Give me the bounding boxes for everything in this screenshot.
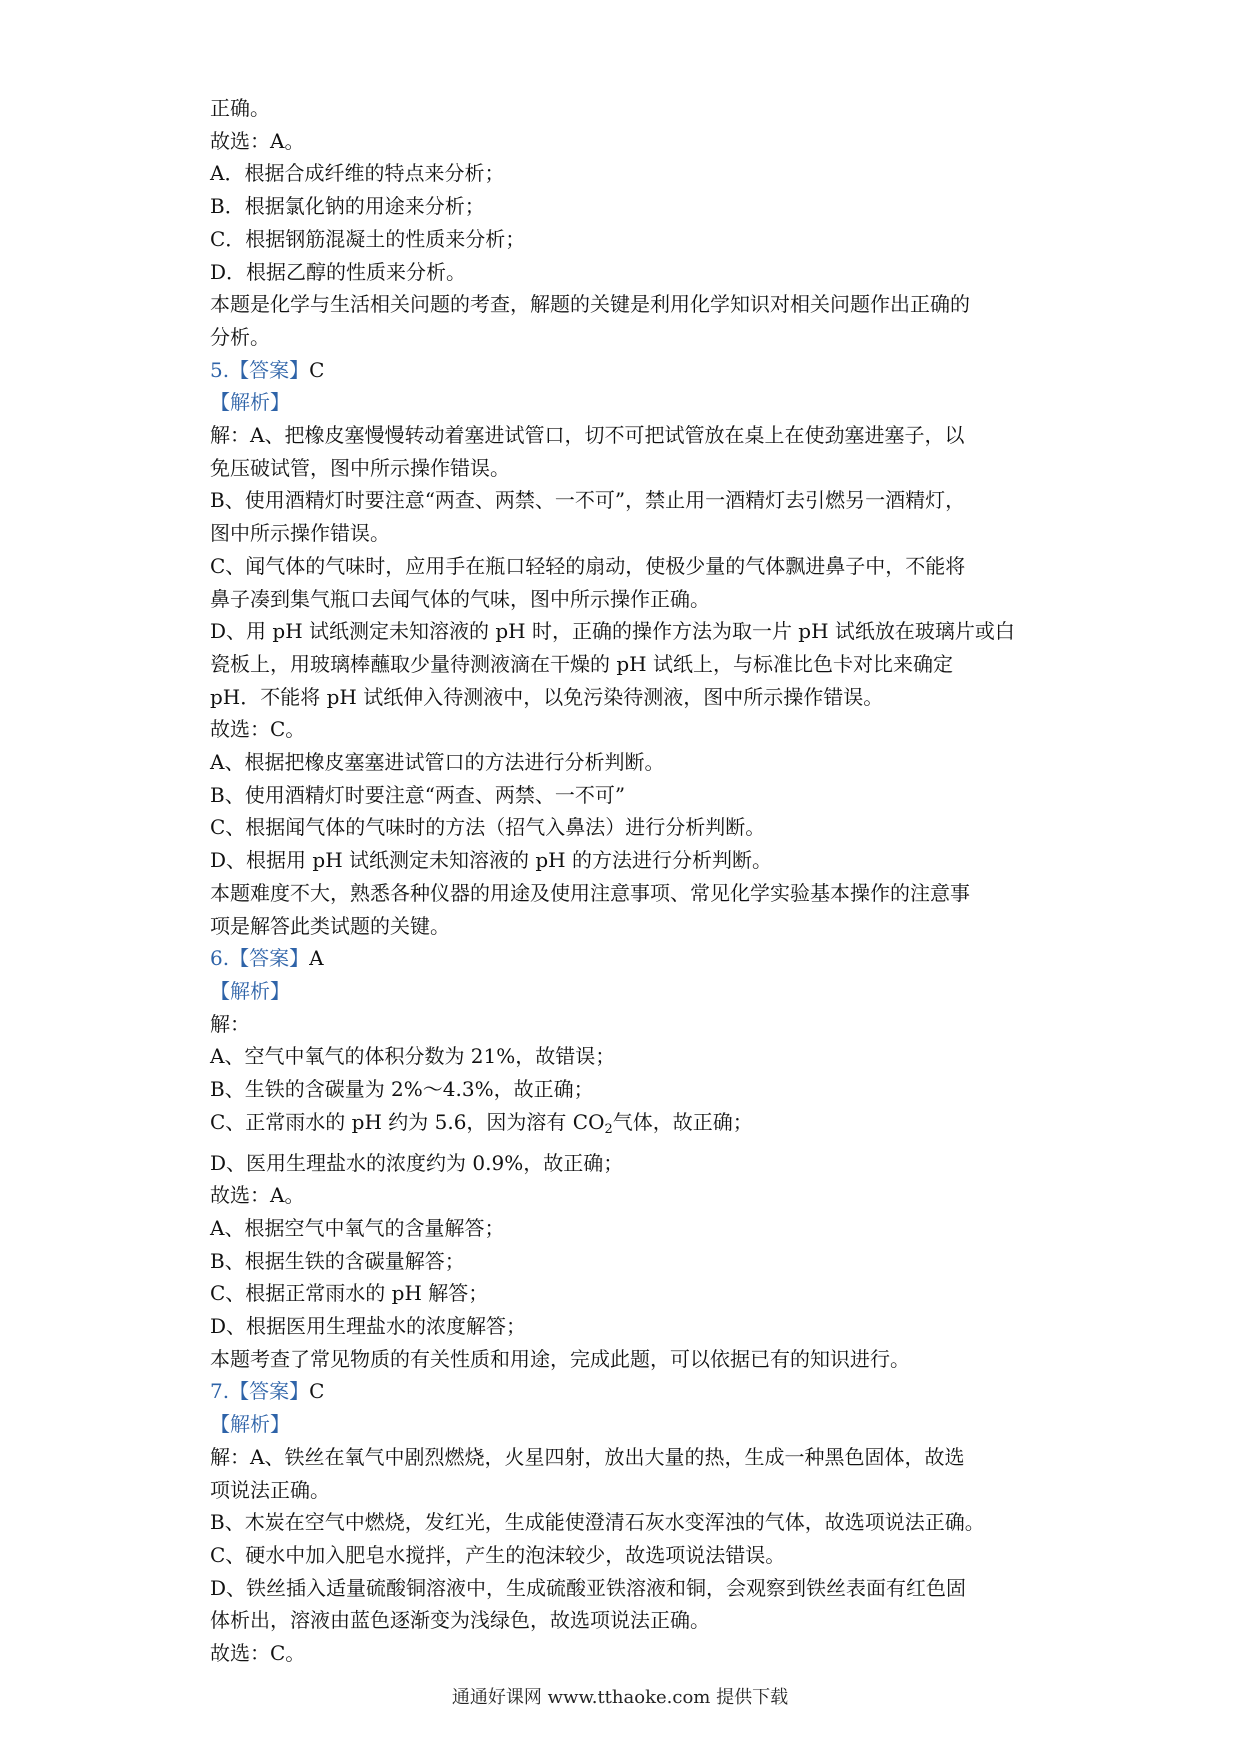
text-line: B、木炭在空气中燃烧，发红光，生成能使澄清石灰水变浑浊的气体，故选项说法正确。: [210, 1510, 985, 1535]
analysis-heading: 【解析】: [210, 1412, 290, 1437]
text-line: 瓷板上，用玻璃棒蘸取少量待测液滴在干燥的 pH 试纸上，与标准比色卡对比来确定: [210, 651, 953, 676]
answer-line: [210, 1375, 1040, 1408]
text-line: B、根据生铁的含碳量解答；: [210, 1248, 465, 1273]
text-line: D、用 pH 试纸测定未知溶液的 pH 时，正确的操作方法为取一片 pH 试纸放在玻璃片或白: [210, 619, 1015, 644]
answer-value: A: [309, 946, 324, 971]
text-segment: 气体，故正确；: [612, 1109, 753, 1134]
text-line: 故选：C。: [210, 1641, 306, 1666]
text-line: B、使用酒精灯时要注意“两查、两禁、一不可”，禁止用一酒精灯去引燃另一酒精灯，: [210, 488, 966, 513]
analysis-heading: 【解析】: [210, 390, 290, 415]
answer-line: [210, 942, 1040, 975]
text-line: 解：A、铁丝在氧气中剧烈燃烧，火星四射，放出大量的热，生成一种黑色固体，故选: [210, 1444, 965, 1469]
text-line: D、铁丝插入适量硫酸铜溶液中，生成硫酸亚铁溶液和铜，会观察到铁丝表面有红色固: [210, 1575, 967, 1600]
text-line: D．根据乙醇的性质来分析。: [210, 259, 467, 284]
text-line: 项是解答此类试题的关键。: [210, 913, 450, 938]
text-line: C．根据钢筋混凝土的性质来分析；: [210, 226, 526, 251]
text-line: B、生铁的含碳量为 2%～4.3%，故正确；: [210, 1077, 594, 1102]
text-line: 故选：A。: [210, 1183, 305, 1208]
text-line: D、根据医用生理盐水的浓度解答；: [210, 1314, 527, 1339]
answer-label: 7.【答案】: [210, 1379, 310, 1404]
text-line: B．根据氯化钠的用途来分析；: [210, 194, 485, 219]
text-line: A、根据把橡皮塞塞进试管口的方法进行分析判断。: [210, 750, 665, 775]
text-line: 本题难度不大，熟悉各种仪器的用途及使用注意事项、常见化学实验基本操作的注意事: [210, 880, 970, 905]
text-line: B、使用酒精灯时要注意“两查、两禁、一不可”: [210, 782, 626, 807]
answer-label: 6.【答案】: [210, 946, 310, 971]
answer-value: C: [309, 357, 325, 382]
text-line: 本题是化学与生活相关问题的考查，解题的关键是利用化学知识对相关问题作出正确的: [210, 292, 970, 317]
text-line: 体析出，溶液由蓝色逐渐变为浅绿色，故选项说法正确。: [210, 1608, 710, 1633]
text-line: A．根据合成纤维的特点来分析；: [210, 161, 505, 186]
text-line: 正确。: [210, 96, 270, 120]
text-line: 鼻子凑到集气瓶口去闻气体的气味，图中所示操作正确。: [210, 586, 710, 611]
text-line: A、根据空气中氧气的含量解答；: [210, 1215, 505, 1240]
text-line: pH．不能将 pH 试纸伸入待测液中，以免污染待测液，图中所示操作错误。: [210, 684, 884, 709]
text-segment: C、正常雨水的 pH 约为 5.6，因为溶有 CO: [210, 1109, 605, 1134]
text-line: 解：A、把橡皮塞慢慢转动着塞进试管口，切不可把试管放在桌上在使劲塞进塞子，以: [210, 423, 965, 448]
text-line: C、闻气体的气味时，应用手在瓶口轻轻的扇动，使极少量的气体飘进鼻子中，不能将: [210, 553, 966, 578]
text-line: 免压破试管，图中所示操作错误。: [210, 455, 510, 480]
text-line: 本题考查了常见物质的有关性质和用途，完成此题，可以依据已有的知识进行。: [210, 1346, 910, 1371]
text-line: 项说法正确。: [210, 1477, 330, 1502]
text-line: A、空气中氧气的体积分数为 21%，故错误；: [210, 1044, 616, 1069]
text-line: 分析。: [210, 324, 270, 349]
text-line: 图中所示操作错误。: [210, 521, 390, 546]
text-line: D、根据用 pH 试纸测定未知溶液的 pH 的方法进行分析判断。: [210, 848, 772, 873]
text-line: 解：: [210, 1011, 250, 1036]
text-line: C、根据正常雨水的 pH 解答；: [210, 1281, 489, 1306]
document-body: [210, 92, 1040, 1670]
text-line: C、硬水中加入肥皂水搅拌，产生的泡沫较少，故选项说法错误。: [210, 1542, 786, 1567]
text-line: D、医用生理盐水的浓度约为 0.9%，故正确；: [210, 1150, 624, 1175]
page-footer: 通通好课网 www.tthaoke.com 提供下载: [451, 1687, 789, 1708]
text-line: C、根据闻气体的气味时的方法（招气入鼻法）进行分析判断。: [210, 815, 766, 840]
subscript: 2: [604, 1121, 613, 1137]
answer-label: 5.【答案】: [210, 357, 310, 382]
text-line: [210, 1106, 1040, 1147]
text-line: 故选：C。: [210, 717, 306, 742]
answer-value: C: [309, 1379, 325, 1404]
text-line: 故选：A。: [210, 128, 305, 153]
analysis-heading: 【解析】: [210, 978, 290, 1003]
answer-line: [210, 354, 1040, 387]
